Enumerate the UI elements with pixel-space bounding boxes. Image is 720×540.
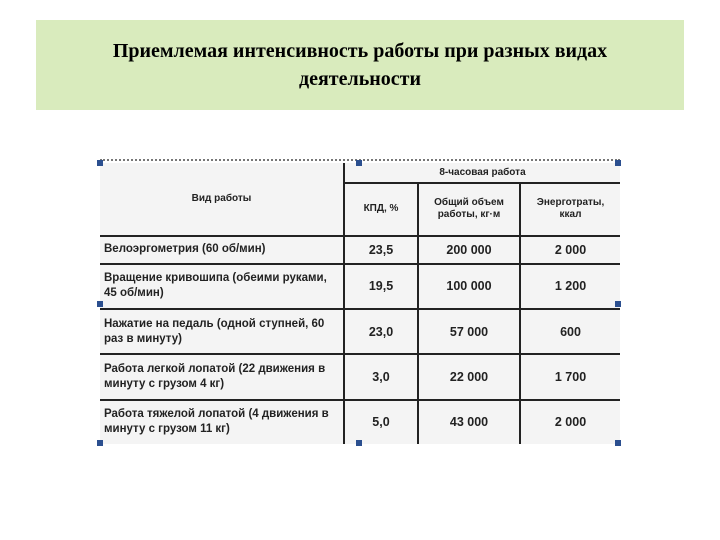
table-row xyxy=(100,236,620,264)
row-activity: Вращение кривошипа (обеими руками, 45 об/мин) xyxy=(100,264,344,309)
row-energy: 2 000 xyxy=(520,400,620,444)
row-activity: Работа тяжелой лопатой (4 движения в минуту с грузом 11 кг) xyxy=(104,408,329,436)
row-energy: 1 700 xyxy=(520,354,620,399)
resize-handle-bottom-middle[interactable] xyxy=(356,440,362,446)
resize-handle-top-left[interactable] xyxy=(97,160,103,166)
row-activity: Нажатие на педаль (одной ступней, 60 раз в минуту) xyxy=(100,309,344,354)
row-volume: 43 000 xyxy=(418,400,520,444)
row-efficiency: 23,0 xyxy=(344,309,418,354)
resize-handle-bottom-left[interactable] xyxy=(97,440,103,446)
row-energy: 1 200 xyxy=(520,264,620,309)
slide-title: Приемлемая интенсивность работы при разных видах деятельности xyxy=(112,40,608,90)
table-row xyxy=(100,309,620,354)
work-intensity-table xyxy=(100,163,620,444)
row-volume: 57 000 xyxy=(418,309,520,354)
row-energy: 600 xyxy=(520,309,620,354)
resize-handle-middle-left[interactable] xyxy=(97,301,103,307)
slide-title-banner xyxy=(36,20,684,110)
header-group: 8-часовая работа xyxy=(344,163,620,183)
header-energy: Энерготраты, ккал xyxy=(520,183,620,235)
row-energy: 2 000 xyxy=(520,236,620,264)
row-volume: 100 000 xyxy=(418,264,520,309)
row-efficiency: 5,0 xyxy=(344,400,418,444)
header-volume: Общий объем работы, кг·м xyxy=(418,183,520,235)
resize-handle-top-right[interactable] xyxy=(615,160,621,166)
resize-handle-top-middle[interactable] xyxy=(356,160,362,166)
row-efficiency: 19,5 xyxy=(344,264,418,309)
row-efficiency: 23,5 xyxy=(344,236,418,264)
row-volume: 22 000 xyxy=(418,354,520,399)
header-efficiency: КПД, % xyxy=(344,183,418,235)
resize-handle-bottom-right[interactable] xyxy=(615,440,621,446)
row-efficiency: 3,0 xyxy=(344,354,418,399)
row-volume: 200 000 xyxy=(418,236,520,264)
table-row xyxy=(100,264,620,309)
table-row xyxy=(100,400,620,444)
resize-handle-middle-right[interactable] xyxy=(615,301,621,307)
header-activity: Вид работы xyxy=(100,163,344,236)
table-row xyxy=(100,354,620,399)
row-activity: Работа легкой лопатой (22 движения в минуту с грузом 4 кг) xyxy=(100,354,344,399)
table-image[interactable] xyxy=(100,163,620,444)
row-activity: Велоэргометрия (60 об/мин) xyxy=(100,236,344,264)
